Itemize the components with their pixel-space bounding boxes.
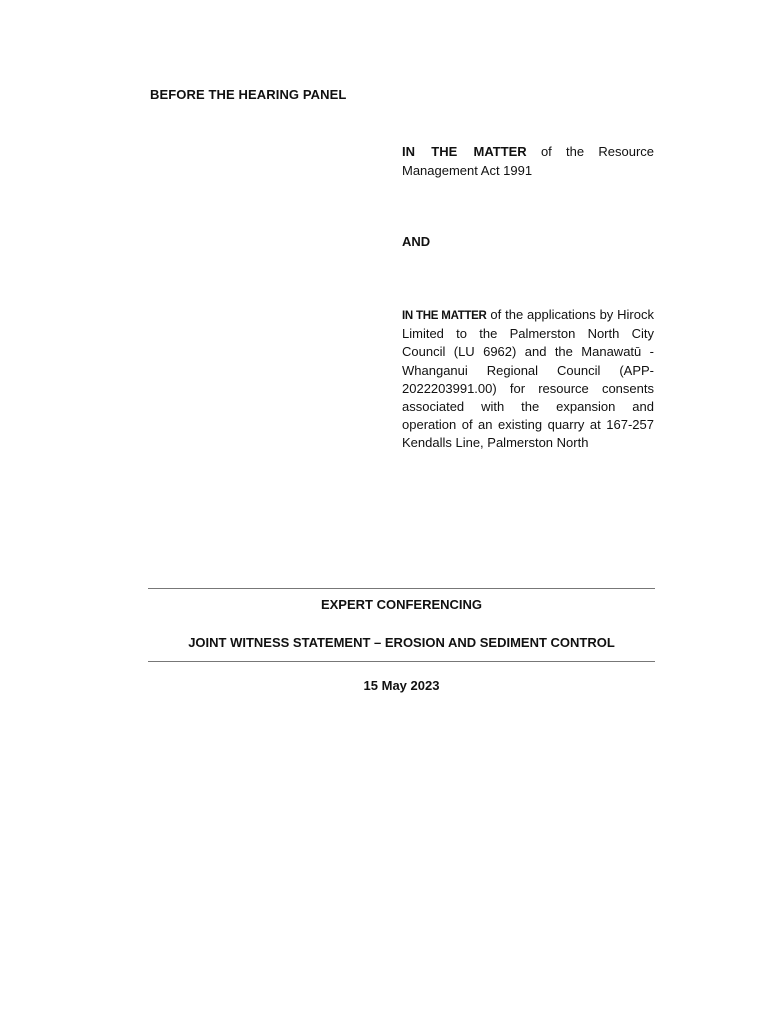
matter-clause-rma-lead: IN THE MATTER (402, 144, 527, 159)
document-date: 15 May 2023 (363, 678, 440, 693)
matter-clause-applications-text: of the applications by Hirock Limited to the Palmerston North City Council (LU 6962) and the Manawatū -Whanganui Regional Council (APP-2022203991.00) for resource consents associated with the expansion and operation of an existing quarry at 167-257 Kendalls Line, Palmerston North (402, 307, 654, 451)
document-heading: BEFORE THE HEARING PANEL (150, 87, 347, 102)
matter-clause-rma-text: of the Resource Management Act 1991 (402, 144, 655, 178)
divider-top (148, 588, 655, 589)
matter-clause-rma (402, 142, 654, 180)
and-label: AND (402, 234, 431, 249)
matter-clause-applications (402, 306, 654, 453)
matter-clause-applications-lead: IN THE MATTER (402, 310, 487, 322)
conferencing-title: EXPERT CONFERENCING (320, 597, 483, 612)
statement-title: JOINT WITNESS STATEMENT – EROSION AND SEDIMENT CONTROL (188, 635, 615, 650)
divider-bottom (148, 661, 655, 662)
